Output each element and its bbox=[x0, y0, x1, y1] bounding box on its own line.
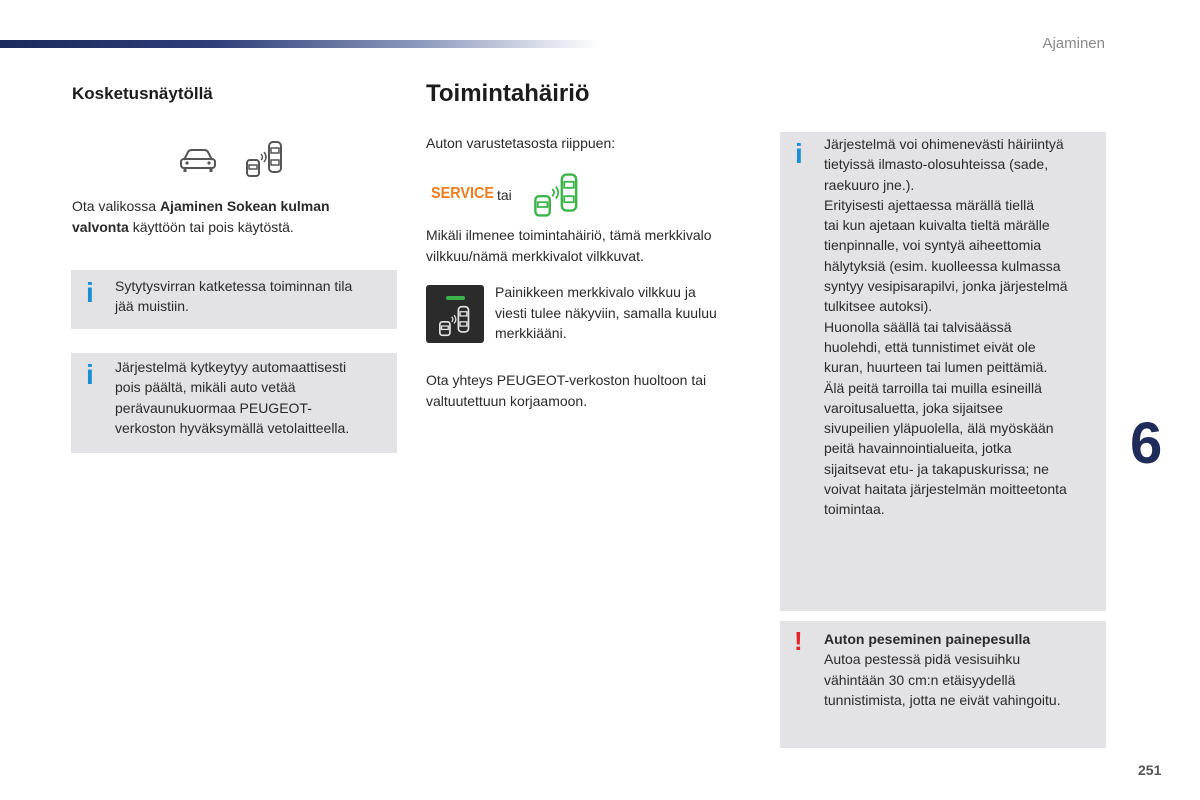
info-line: Erityisesti ajettaessa märällä tiellä bbox=[824, 196, 1035, 213]
text-line: Painikkeen merkkivalo vilkkuu ja bbox=[495, 284, 696, 300]
note-line: verkoston hyväksymällä vetolaitteella. bbox=[115, 419, 350, 436]
note-line: pois päältä, mikäli auto vetää bbox=[115, 379, 296, 396]
info-line: voivat haitata järjestelmän moitteetonta bbox=[824, 481, 1067, 498]
chapter-number: 6 bbox=[1130, 411, 1163, 476]
info-line: toimintaa. bbox=[824, 501, 885, 518]
instruction-text-end: käyttöön tai pois käytöstä. bbox=[128, 218, 294, 235]
blind-spot-icon bbox=[245, 140, 285, 178]
page-number: 251 bbox=[1138, 762, 1162, 778]
info-line: varoitusaluetta, joka sijaitsee bbox=[824, 399, 1003, 416]
malfunction-paragraph bbox=[426, 225, 756, 266]
info-line: tienpinnalle, voi syntyä aiheettomia bbox=[824, 237, 1042, 254]
info-line: tulkitsee autoksi). bbox=[824, 298, 933, 315]
info-line: Järjestelmä voi ohimenevästi häiriintyä bbox=[824, 136, 1064, 152]
menu-item-bold: valvonta bbox=[72, 218, 129, 235]
text-line: viesti tulee näkyviin, samalla kuuluu bbox=[495, 304, 717, 321]
info-icon: i bbox=[795, 138, 803, 169]
warning-note-pressure-wash bbox=[780, 621, 1106, 748]
warning-exclamation-icon: ! bbox=[794, 626, 803, 656]
info-line: Älä peitä tarroilla tai muilla esineillä bbox=[824, 379, 1042, 396]
note-line: Järjestelmä kytkeytyy automaattisesti bbox=[115, 359, 347, 375]
note-line: jää muistiin. bbox=[115, 298, 189, 315]
service-warning-label: SERVICE bbox=[431, 185, 494, 202]
info-line: peitä havainnointialueita, jotka bbox=[824, 440, 1012, 457]
heading-malfunction: Toimintahäiriö bbox=[426, 80, 590, 107]
warning-line: tunnistimista, jotta ne eivät vahingoitu. bbox=[824, 691, 1061, 708]
dashboard-button-icon bbox=[426, 285, 484, 343]
info-text-block bbox=[824, 134, 1068, 520]
intro-text: Auton varustetasosta riippuen: bbox=[426, 135, 616, 151]
menu-path-bold: Ajaminen Sokean kulman bbox=[159, 198, 330, 214]
info-note-memory bbox=[71, 270, 397, 329]
blind-spot-button-icon bbox=[438, 305, 472, 337]
note-line: perävaunukuormaa PEUGEOT- bbox=[115, 399, 312, 416]
car-front-icon bbox=[178, 146, 218, 174]
section-title: Ajaminen bbox=[1042, 35, 1105, 52]
text-line: merkkiääni. bbox=[495, 325, 567, 341]
text-line: Ota yhteys PEUGEOT-verkoston huoltoon tai bbox=[426, 372, 707, 388]
indicator-light bbox=[446, 296, 465, 300]
contact-paragraph bbox=[426, 370, 756, 411]
warning-title: Auton peseminen painepesulla bbox=[824, 631, 1031, 647]
info-line: sivupeilien yläpuolella, älä myöskään bbox=[824, 420, 1054, 437]
info-icon: i bbox=[86, 277, 94, 308]
info-line: kuran, huurteen tai lumen peittämiä. bbox=[824, 359, 1048, 376]
button-light-paragraph bbox=[495, 282, 765, 344]
info-line: Huonolla säällä tai talvisäässä bbox=[824, 318, 1012, 335]
text-line: Mikäli ilmenee toimintahäiriö, tämä merkkivalo bbox=[426, 227, 712, 243]
or-text: tai bbox=[497, 187, 512, 203]
instruction-text: Ota valikossa bbox=[72, 198, 160, 214]
note-line: Sytytysvirran katketessa toiminnan tila bbox=[115, 278, 353, 294]
info-line: hälytyksiä (esim. kuolleessa kulmassa bbox=[824, 257, 1061, 274]
info-line: raekuuro jne.). bbox=[824, 176, 915, 193]
info-line: sijaitsevat etu- ja takapuskurissa; ne bbox=[824, 460, 1049, 477]
warning-line: Autoa pestessä pidä vesisuihku bbox=[824, 651, 1021, 668]
blind-spot-warning-green-icon bbox=[533, 172, 581, 218]
info-line: tai kun ajetaan kuivalta tieltä märälle bbox=[824, 217, 1050, 234]
warning-line: vähintään 30 cm:n etäisyydellä bbox=[824, 671, 1016, 688]
info-note-trailer bbox=[71, 353, 397, 453]
info-line: huolehdi, että tunnistimet eivät ole bbox=[824, 338, 1036, 355]
info-note-weather bbox=[780, 132, 1106, 611]
text-line: vilkkuu/nämä merkkivalot vilkkuvat. bbox=[426, 247, 644, 264]
info-line: tietyissä ilmasto-olosuhteissa (sade, bbox=[824, 156, 1049, 173]
touchscreen-instructions bbox=[72, 196, 392, 237]
heading-touchscreen: Kosketusnäytöllä bbox=[72, 84, 213, 103]
text-line: valtuutettuun korjaamoon. bbox=[426, 392, 588, 409]
info-icon: i bbox=[86, 359, 94, 390]
header-gradient-bar bbox=[0, 40, 600, 48]
info-line: syntyy vesipisarapilvi, jonka järjestelmä bbox=[824, 278, 1068, 295]
